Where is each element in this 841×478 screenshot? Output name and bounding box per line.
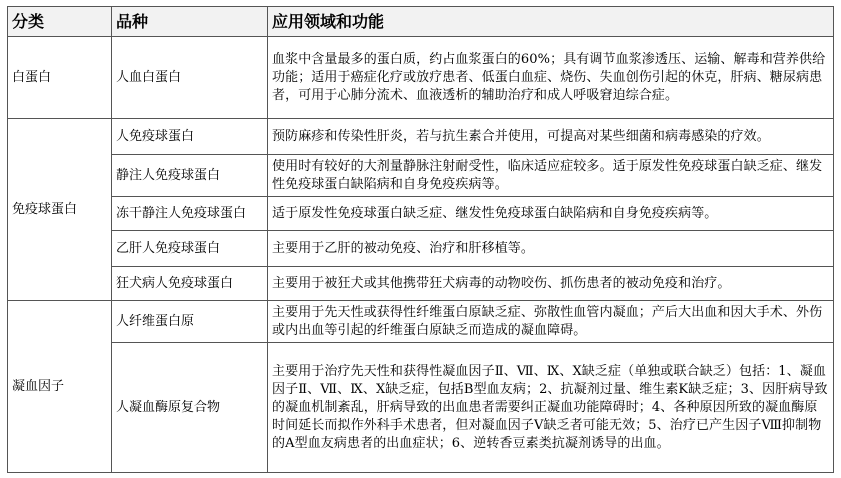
- function-cell: 血浆中含量最多的蛋白质，约占血浆蛋白的60%；具有调节血浆渗透压、运输、解毒和营养供给功能；适用于癌症化疗或放疗患者、低蛋白血症、烧伤、失血创伤引起的休克，肝病、糖尿病患者，可用于心肺分流术、血液透析的辅助治疗和成人呼吸窘迫综合症。: [268, 37, 834, 119]
- category-cell: 凝血因子: [8, 301, 112, 473]
- table-row: [8, 119, 834, 155]
- table-row: [8, 37, 834, 119]
- table-row: [8, 301, 834, 343]
- category-cell: 免疫球蛋白: [8, 119, 112, 301]
- function-cell: 主要用于治疗先天性和获得性凝血因子Ⅱ、Ⅶ、Ⅸ、Ⅹ缺乏症（单独或联合缺乏）包括：1、凝血因子Ⅱ、Ⅶ、Ⅸ、Ⅹ缺乏症，包括B型血友病；2、抗凝剂过量、维生素K缺乏症；3、因肝病导致的凝血机制紊乱，肝病导致的出血患者需要纠正凝血功能障碍时；4、各种原因所致的凝血酶原时间延长而拟作外科手术患者，但对凝血因子Ⅴ缺乏者可能无效；5、治疗已产生因子Ⅷ抑制物的A型血友病患者的出血症状；6、逆转香豆素类抗凝剂诱导的出血。: [268, 343, 834, 473]
- variety-cell: 静注人免疫球蛋白: [112, 155, 268, 197]
- header-function: 应用领域和功能: [268, 7, 834, 37]
- function-cell: 适于原发性免疫球蛋白缺乏症、继发性免疫球蛋白缺陷病和自身免疫疾病等。: [268, 197, 834, 231]
- table-row: [8, 267, 834, 301]
- variety-cell: 人凝血酶原复合物: [112, 343, 268, 473]
- table-row: [8, 231, 834, 267]
- header-variety: 品种: [112, 7, 268, 37]
- function-cell: 主要用于乙肝的被动免疫、治疗和肝移植等。: [268, 231, 834, 267]
- header-category: 分类: [8, 7, 112, 37]
- function-cell: 预防麻疹和传染性肝炎，若与抗生素合并使用，可提高对某些细菌和病毒感染的疗效。: [268, 119, 834, 155]
- variety-cell: 冻干静注人免疫球蛋白: [112, 197, 268, 231]
- table-row: [8, 155, 834, 197]
- function-cell: 使用时有较好的大剂量静脉注射耐受性，临床适应症较多。适于原发性免疫球蛋白缺乏症、继发性免疫球蛋白缺陷病和自身免疫疾病等。: [268, 155, 834, 197]
- function-cell: 主要用于被狂犬或其他携带狂犬病毒的动物咬伤、抓伤患者的被动免疫和治疗。: [268, 267, 834, 301]
- variety-cell: 人免疫球蛋白: [112, 119, 268, 155]
- category-cell: 白蛋白: [8, 37, 112, 119]
- header-row: [8, 7, 834, 37]
- variety-cell: 乙肝人免疫球蛋白: [112, 231, 268, 267]
- variety-cell: 人纤维蛋白原: [112, 301, 268, 343]
- variety-cell: 狂犬病人免疫球蛋白: [112, 267, 268, 301]
- table-row: [8, 343, 834, 473]
- variety-cell: 人血白蛋白: [112, 37, 268, 119]
- function-cell: 主要用于先天性或获得性纤维蛋白原缺乏症、弥散性血管内凝血；产后大出血和因大手术、外伤或内出血等引起的纤维蛋白原缺乏而造成的凝血障碍。: [268, 301, 834, 343]
- table-row: [8, 197, 834, 231]
- plasma-products-table: [7, 6, 834, 473]
